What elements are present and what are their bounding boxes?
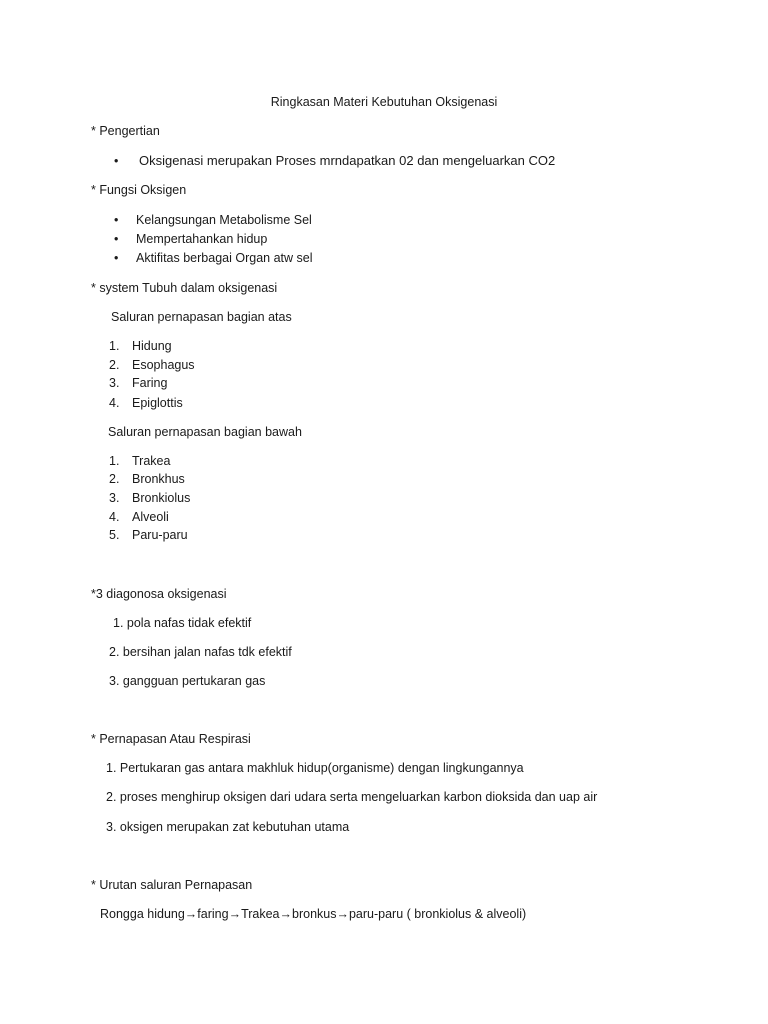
list-number: 3.	[109, 376, 120, 390]
diagnosa-item: 1. pola nafas tidak efektif	[113, 616, 252, 630]
bullet-icon: •	[114, 251, 119, 265]
saluran-bawah-item: Paru-paru	[132, 528, 188, 542]
diagnosa-item: 2. bersihan jalan nafas tdk efektif	[109, 645, 292, 659]
fungsi-item: Mempertahankan hidup	[136, 232, 268, 246]
section-heading-sistem: * system Tubuh dalam oksigenasi	[91, 281, 278, 295]
list-number: 3.	[109, 491, 120, 505]
list-number: 4.	[109, 396, 120, 410]
saluran-atas-item: Epiglottis	[132, 396, 183, 410]
fungsi-item: Aktifitas berbagai Organ atw sel	[136, 251, 313, 265]
urutan-text: Rongga hidung→faring→Trakea→bronkus→paru-paru ( bronkiolus & alveoli)	[100, 907, 527, 921]
saluran-bawah-item: Alveoli	[132, 510, 169, 524]
fungsi-item: Kelangsungan Metabolisme Sel	[136, 213, 312, 227]
list-number: 2.	[109, 358, 120, 372]
saluran-atas-item: Faring	[132, 376, 168, 390]
section-heading-urutan: * Urutan saluran Pernapasan	[91, 878, 253, 892]
list-number: 1.	[109, 454, 120, 468]
saluran-bawah-item: Trakea	[132, 454, 171, 468]
section-heading-respirasi: * Pernapasan Atau Respirasi	[91, 732, 251, 746]
respirasi-item: 2. proses menghirup oksigen dari udara serta mengeluarkan karbon dioksida dan uap air	[106, 790, 598, 804]
subheading-saluran-atas: Saluran pernapasan bagian atas	[111, 310, 292, 324]
section-heading-pengertian: * Pengertian	[91, 124, 160, 138]
section-heading-fungsi: * Fungsi Oksigen	[91, 183, 187, 197]
bullet-icon: •	[114, 213, 119, 227]
subheading-saluran-bawah: Saluran pernapasan bagian bawah	[108, 425, 302, 439]
saluran-bawah-item: Bronkhus	[132, 472, 185, 486]
saluran-atas-item: Esophagus	[132, 358, 195, 372]
list-number: 4.	[109, 510, 120, 524]
respirasi-item: 3. oksigen merupakan zat kebutuhan utama	[106, 820, 350, 834]
document-title: Ringkasan Materi Kebutuhan Oksigenasi	[270, 95, 498, 109]
saluran-bawah-item: Bronkiolus	[132, 491, 191, 505]
pengertian-item: Oksigenasi merupakan Proses mrndapatkan 02 dan mengeluarkan CO2	[139, 153, 556, 168]
saluran-atas-item: Hidung	[132, 339, 172, 353]
bullet-icon: •	[114, 154, 119, 168]
section-heading-diagnosa: *3 diagonosa oksigenasi	[91, 587, 227, 601]
list-number: 1.	[109, 339, 120, 353]
bullet-icon: •	[114, 232, 119, 246]
list-number: 2.	[109, 472, 120, 486]
list-number: 5.	[109, 528, 120, 542]
diagnosa-item: 3. gangguan pertukaran gas	[109, 674, 266, 688]
respirasi-item: 1. Pertukaran gas antara makhluk hidup(organisme) dengan lingkungannya	[106, 761, 524, 775]
